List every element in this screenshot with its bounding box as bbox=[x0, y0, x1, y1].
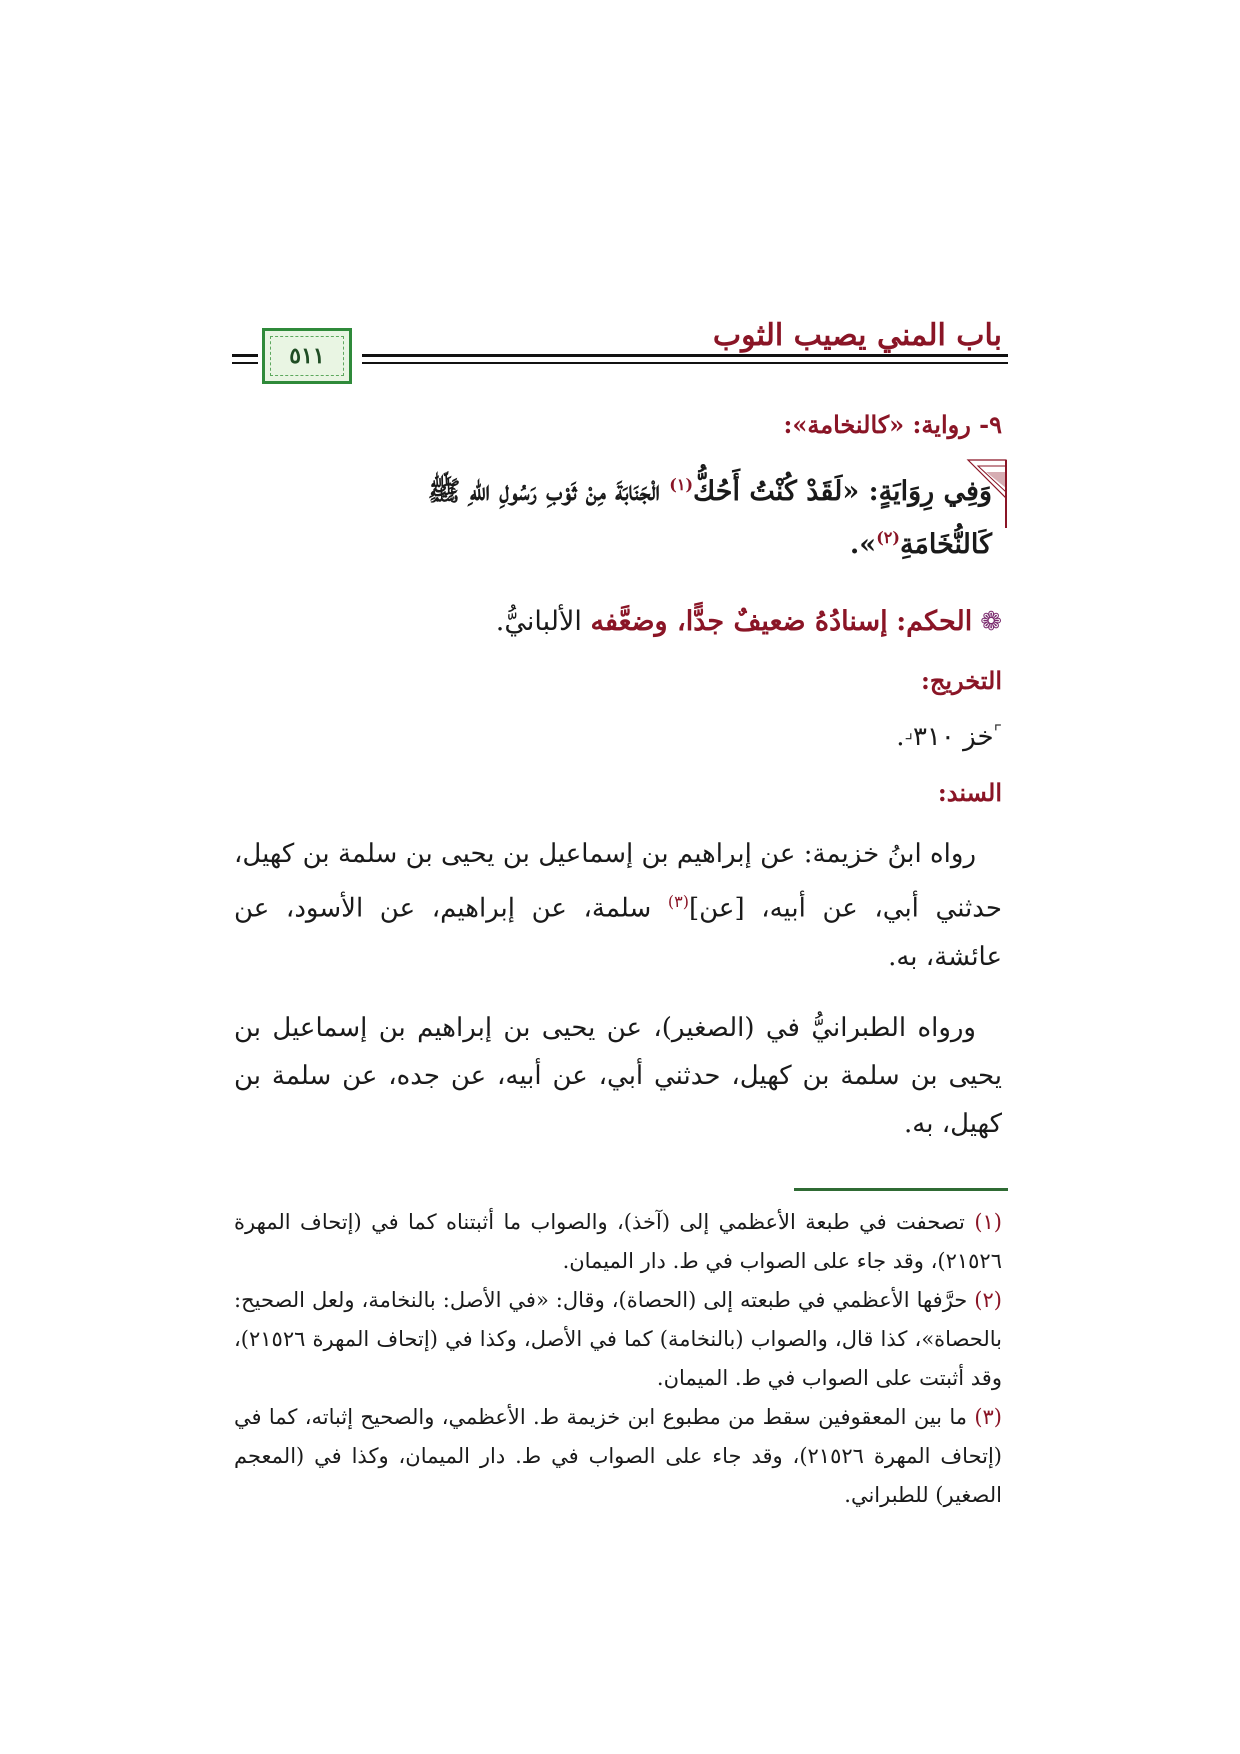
header-rule-right-bottom bbox=[362, 362, 1008, 364]
running-title: باب المني يصيب الثوب bbox=[712, 318, 1002, 353]
header-rule-right-top bbox=[362, 354, 1008, 357]
ruling-line bbox=[496, 606, 1002, 637]
footnote-2 bbox=[234, 1281, 1002, 1398]
footnote-ref-2[interactable]: (٢) bbox=[876, 528, 900, 547]
footnote-separator bbox=[794, 1188, 1008, 1191]
sanad-text-1b: سلمة، عن إبراهيم، عن الأسود، عن عائشة، به. bbox=[234, 893, 1002, 972]
footnotes bbox=[234, 1203, 1002, 1515]
quote-text-1b: الْجَنَابَةَ مِنْ ثَوْبِ رَسُولِ اللهِ ﷺ bbox=[427, 476, 670, 507]
ruling-verdict: إسنادُهُ ضعيفٌ جدًّا، وضعَّفه bbox=[590, 606, 888, 637]
takhrij-code-line: ⌜خز ٣١٠⌟. bbox=[896, 722, 1002, 752]
footnote-number: (٢) bbox=[974, 1288, 1002, 1312]
footnote-3 bbox=[234, 1398, 1002, 1515]
footnote-text: حرَّفها الأعظمي في طبعته إلى (الحصاة)، وقال: «في الأصل: بالنخامة، ولعل الصحيح: بالحصاة»، كذا قال، والصواب (بالنخامة) كما في الأصل، وكذا في (إتحاف المهرة ٢١٥٢٦)، وقد أثبتت على الصواب في ط. الميمان. bbox=[234, 1288, 1002, 1390]
flower-ornament-icon: ❁ bbox=[980, 607, 1002, 637]
quote-text-1: وَفِي رِوَايَةٍ: «لَقَدْ كُنْتُ أَحُكُّ bbox=[693, 476, 992, 507]
sanad-text-1a: رواه ابنُ خزيمة: عن إبراهيم بن إسماعيل بن يحيى بن سلمة بن كهيل، حدثني أبي، عن أبيه، [عن] bbox=[234, 839, 1003, 924]
footnote-text: ما بين المعقوفين سقط من مطبوع ابن خزيمة ط. الأعظمي، والصحيح إثباته، كما في (إتحاف المهرة ٢١٥٢٦)، وقد جاء على الصواب في ط. دار الميمان، وكذا في (المعجم الصغير) للطبراني. bbox=[234, 1405, 1002, 1507]
bracket-close-icon: ⌟ bbox=[904, 722, 913, 743]
footnote-1 bbox=[234, 1203, 1002, 1281]
ruling-label: الحكم: bbox=[896, 606, 973, 637]
ruling-rest: الألبانيُّ. bbox=[495, 606, 582, 637]
footnote-number: (٣) bbox=[974, 1405, 1002, 1429]
bracket-open-icon: ⌜ bbox=[993, 722, 1002, 743]
sanad-heading: السند: bbox=[937, 778, 1002, 807]
sanad-paragraph-1 bbox=[234, 830, 1002, 981]
sanad-text-2: ورواه الطبرانيُّ في (الصغير)، عن يحيى بن إبراهيم بن إسماعيل بن يحيى بن سلمة بن كهيل، حدثني أبي، عن أبيه، عن جده، عن سلمة بن كهيل، به. bbox=[234, 1013, 1002, 1139]
sanad-paragraph-2 bbox=[234, 1004, 1002, 1148]
takhrij-heading: التخريج: bbox=[921, 666, 1002, 695]
footnote-ref-3[interactable]: (٣) bbox=[667, 892, 689, 911]
quote-text-2: كَالنُّخَامَةِ bbox=[899, 529, 992, 560]
quote-end: ». bbox=[849, 529, 877, 560]
takhrij-code: خز ٣١٠ bbox=[912, 722, 994, 752]
footnote-number: (١) bbox=[974, 1210, 1002, 1234]
footnote-text: تصحفت في طبعة الأعظمي إلى (آخذ)، والصواب ما أثبتناه كما في (إتحاف المهرة ٢١٥٢٦)، وقد جاء على الصواب في ط. دار الميمان. bbox=[234, 1210, 1002, 1273]
header-rule-left-top bbox=[232, 354, 258, 357]
page-number: ٥١١ bbox=[289, 343, 325, 369]
page-number-badge bbox=[262, 328, 352, 384]
hadith-quote bbox=[232, 462, 992, 568]
footnote-ref-1[interactable]: (١) bbox=[669, 475, 694, 494]
header-rule-left-bottom bbox=[232, 362, 258, 364]
section-heading: ٩- رواية: «كالنخامة»: bbox=[783, 410, 1002, 439]
